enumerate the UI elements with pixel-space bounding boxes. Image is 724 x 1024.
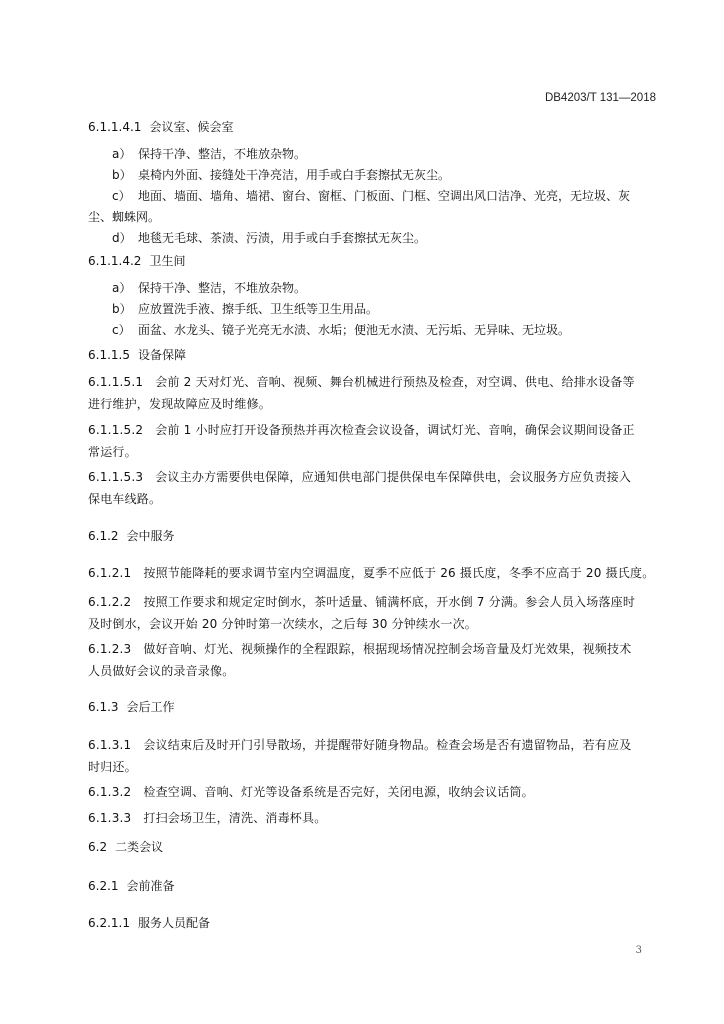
list-marker: d） <box>112 231 132 245</box>
clause-number: 6.1.2.3 <box>88 642 132 656</box>
paragraph-line: 按照工作要求和规定定时倒水，茶叶适量、铺满杯底，开水倒 7 分满。参会人员入场落座时 <box>143 595 636 609</box>
list-item-text: 面盆、水龙头、镜子光亮无水渍、水垢；便池无水渍、无污垢、无异味、无垃圾。 <box>138 323 571 337</box>
paragraph-line: 做好音响、灯光、视频操作的全程跟踪，根据现场情况控制会场音量及灯光效果，视频技术 <box>143 642 632 656</box>
list-marker: a） <box>112 281 132 295</box>
section-title: 会议室、候会室 <box>149 120 234 134</box>
paragraph-6-1-3-1 <box>88 734 660 778</box>
heading-6-1-1-4-2 <box>88 250 185 272</box>
section-title: 会中服务 <box>126 529 175 543</box>
paragraph-line: 按照节能降耗的要求调节室内空调温度，夏季不应低于 26 摄氏度，冬季不应高于 20 摄氏度。 <box>143 566 655 580</box>
heading-6-2-1-1 <box>88 912 210 934</box>
section-title: 设备保障 <box>137 348 186 362</box>
list-item <box>112 164 660 186</box>
section-number: 6.1.1.5 <box>88 348 130 362</box>
section-title: 会后工作 <box>126 700 175 714</box>
paragraph-6-1-2-2 <box>88 591 660 635</box>
paragraph-line: 会议结束后及时开门引导散场，并提醒带好随身物品。检查会场是否有遗留物品，若有应及 <box>143 738 632 752</box>
paragraph-line: 会前 1 小时应打开设备预热并再次检查会议设备，调试灯光、音响，确保会议期间设备正 <box>155 423 635 437</box>
paragraph-line: 时归还。 <box>88 760 137 774</box>
paragraph-line: 人员做好会议的录音录像。 <box>88 664 235 678</box>
clause-number: 6.1.3.2 <box>88 785 132 799</box>
list-item-continuation: 尘、蜘蛛网。 <box>88 210 161 224</box>
list-item <box>112 319 660 341</box>
section-number: 6.2.1.1 <box>88 916 130 930</box>
paragraph-6-1-1-5-3 <box>88 466 660 510</box>
paragraph-line: 常运行。 <box>88 445 137 459</box>
heading-6-1-1-5 <box>88 344 186 366</box>
section-title: 会前准备 <box>126 879 175 893</box>
page-number: 3 <box>635 945 642 956</box>
paragraph-line: 及时倒水，会议开始 20 分钟时第一次续水，之后每 30 分钟续水一次。 <box>88 617 477 631</box>
list-item <box>112 298 660 320</box>
paragraph-line: 会前 2 天对灯光、音响、视频、舞台机械进行预热及检查，对空调、供电、给排水设备等 <box>155 375 635 389</box>
list-item <box>112 143 660 165</box>
paragraph-line: 保电车线路。 <box>88 492 162 506</box>
section-title: 二类会议 <box>115 840 164 854</box>
heading-6-1-2 <box>88 525 175 547</box>
clause-number: 6.1.2.2 <box>88 595 132 609</box>
paragraph-6-1-1-5-2 <box>88 419 660 463</box>
heading-6-2-1 <box>88 875 175 897</box>
paragraph-line: 会议主办方需要供电保障，应通知供电部门提供保电车保障供电，会议服务方应负责接入 <box>155 470 632 484</box>
list-item-text: 桌椅内外面、接缝处干净亮洁，用手或白手套擦拭无灰尘。 <box>138 168 451 182</box>
section-title: 卫生间 <box>149 254 186 268</box>
section-number: 6.1.3 <box>88 700 119 714</box>
clause-number: 6.1.1.5.3 <box>88 470 144 484</box>
paragraph-line: 进行维护，发现故障应及时维修。 <box>88 397 272 411</box>
list-marker: c） <box>112 323 131 337</box>
clause-number: 6.1.1.5.2 <box>88 423 144 437</box>
paragraph-6-1-1-5-1 <box>88 371 660 415</box>
list-item <box>112 185 660 207</box>
list-marker: a） <box>112 147 132 161</box>
document-code: DB4203/T 131—2018 <box>544 92 656 104</box>
heading-6-1-3 <box>88 696 175 718</box>
paragraph-6-1-2-3 <box>88 638 660 682</box>
clause-number: 6.1.3.1 <box>88 738 132 752</box>
section-number: 6.1.1.4.2 <box>88 254 142 268</box>
paragraph-6-1-3-3 <box>88 807 660 829</box>
section-number: 6.2 <box>88 840 108 854</box>
heading-6-2 <box>88 836 163 858</box>
list-marker: b） <box>112 168 132 182</box>
section-number: 6.1.2 <box>88 529 119 543</box>
heading-6-1-1-4-1 <box>88 116 233 138</box>
list-item <box>112 277 660 299</box>
paragraph-6-1-3-2 <box>88 781 660 803</box>
list-marker: c） <box>112 189 131 203</box>
section-number: 6.1.1.4.1 <box>88 120 142 134</box>
list-marker: b） <box>112 302 132 316</box>
paragraph-6-1-2-1 <box>88 562 660 584</box>
list-item <box>112 227 660 249</box>
clause-number: 6.1.1.5.1 <box>88 375 144 389</box>
list-item-text: 地面、墙面、墙角、墙裙、窗台、窗框、门板面、门框、空调出风口洁净、光亮，无垃圾、灰 <box>138 189 631 203</box>
paragraph-line: 打扫会场卫生，清洗、消毒杯具。 <box>143 811 327 825</box>
clause-number: 6.1.2.1 <box>88 566 132 580</box>
section-number: 6.2.1 <box>88 879 119 893</box>
list-item-text: 保持干净、整洁，不堆放杂物。 <box>138 147 307 161</box>
clause-number: 6.1.3.3 <box>88 811 132 825</box>
list-item-text: 地毯无毛球、茶渍、污渍，用手或白手套擦拭无灰尘。 <box>138 231 427 245</box>
section-title: 服务人员配备 <box>137 916 210 930</box>
paragraph-line: 检查空调、音响、灯光等设备系统是否完好，关闭电源，收纳会议话筒。 <box>143 785 534 799</box>
list-item-text: 应放置洗手液、擦手纸、卫生纸等卫生用品。 <box>138 302 379 316</box>
list-item-text: 保持干净、整洁，不堆放杂物。 <box>138 281 307 295</box>
